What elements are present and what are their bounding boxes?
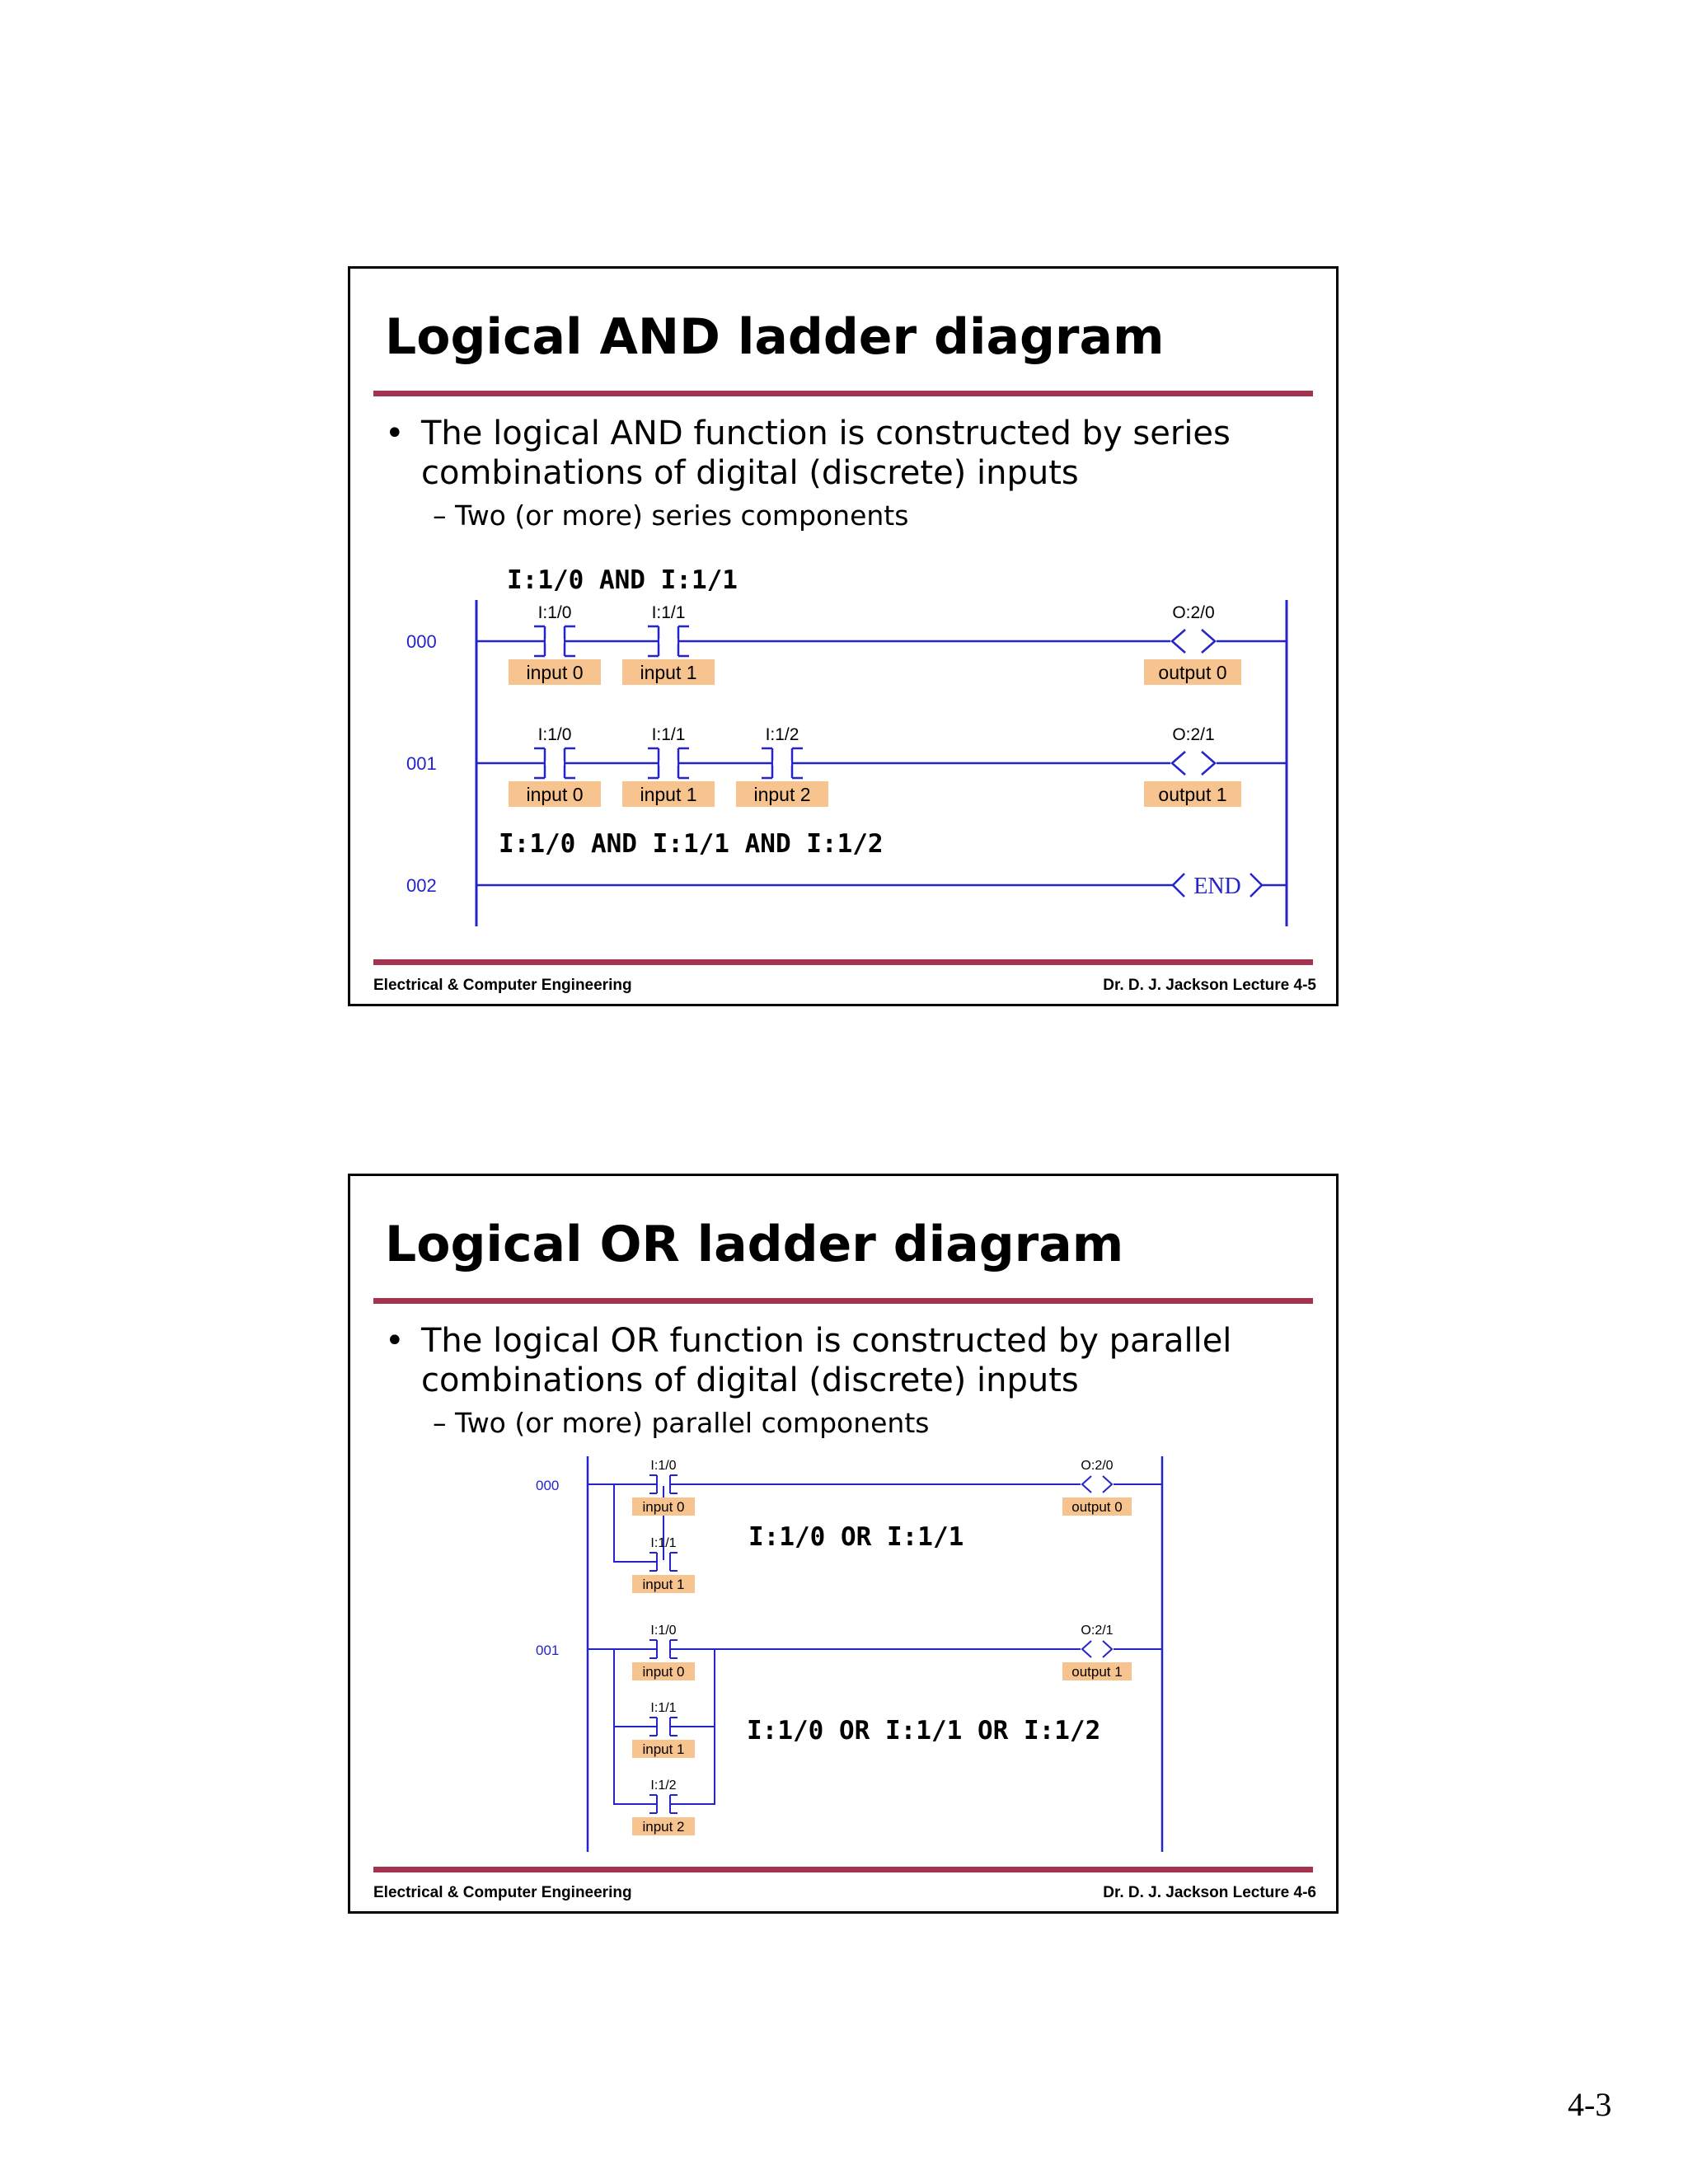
bullet-icon: • (385, 1322, 405, 1360)
contact-address: I:1/1 (651, 725, 686, 744)
slide-title: Logical OR ladder diagram (385, 1216, 1124, 1273)
footer-rule (373, 959, 1313, 965)
slide-and (348, 266, 1339, 1006)
footer-lecture: Dr. D. J. Jackson Lecture 4-5 (1103, 977, 1316, 994)
footer-rule (373, 1867, 1313, 1872)
contact-address: I:1/0 (537, 725, 572, 744)
coil-tag: output 1 (1071, 1664, 1123, 1680)
contact-address: I:1/2 (765, 725, 799, 744)
rung-number: 000 (536, 1478, 560, 1493)
slide-title: Logical AND ladder diagram (385, 308, 1165, 366)
and-expression-3: I:1/0 AND I:1/1 AND I:1/2 (499, 829, 884, 859)
sub-bullet-text: Two (or more) parallel components (455, 1407, 930, 1439)
footer-lecture: Dr. D. J. Jackson Lecture 4-6 (1103, 1884, 1316, 1901)
coil-icon (1081, 1641, 1114, 1657)
bullet-text: The logical AND function is constructed by series combinations of digital (discrete) inputs (421, 415, 1231, 492)
contact-tag: input 1 (642, 1577, 685, 1592)
dash-icon: – (433, 1407, 447, 1439)
coil-address: O:2/0 (1172, 603, 1215, 622)
contact-address: I:1/1 (650, 1536, 677, 1550)
or-expression-2: I:1/0 OR I:1/1 (748, 1522, 964, 1552)
coil-address: O:2/0 (1081, 1459, 1114, 1473)
contact-address: I:1/0 (650, 1459, 677, 1473)
contact-tag: input 1 (640, 784, 697, 805)
contact-address: I:1/1 (650, 1701, 677, 1715)
coil-address: O:2/1 (1081, 1624, 1114, 1638)
footer-department: Electrical & Computer Engineering (373, 977, 632, 994)
coil-tag: output 1 (1158, 784, 1227, 805)
contact-address: I:1/0 (650, 1624, 677, 1638)
contact-tag: input 0 (642, 1499, 685, 1515)
contact-address: I:1/2 (650, 1779, 677, 1793)
contact-tag: input 2 (753, 784, 811, 805)
contact-tag: input 0 (526, 662, 584, 683)
contact-address: I:1/1 (651, 603, 686, 622)
coil-icon (1170, 752, 1217, 775)
contact-tag: input 1 (642, 1741, 685, 1757)
coil-address: O:2/1 (1172, 725, 1215, 744)
slide-or (348, 1174, 1339, 1914)
contact-tag: input 2 (642, 1819, 685, 1835)
coil-tag: output 0 (1158, 662, 1227, 683)
dash-icon: – (433, 499, 447, 532)
coil-icon (1081, 1476, 1114, 1493)
sub-bullet-text: Two (or more) series components (455, 499, 909, 532)
or-ladder-diagram (350, 1176, 1336, 1911)
and-ladder-diagram (350, 269, 1336, 1004)
bullet-text: The logical OR function is constructed by parallel combinations of digital (discrete) inputs (421, 1322, 1232, 1399)
contact-tag: input 0 (526, 784, 584, 805)
rung-number: 000 (406, 631, 437, 652)
contact-tag: input 0 (642, 1664, 685, 1680)
contact-address: I:1/0 (537, 603, 572, 622)
contact-tag: input 1 (640, 662, 697, 683)
coil-icon (1170, 630, 1217, 653)
or-expression-3: I:1/0 OR I:1/1 OR I:1/2 (747, 1716, 1101, 1746)
end-instruction: END (1193, 874, 1241, 899)
rung-number: 002 (406, 875, 437, 896)
rung-number: 001 (406, 753, 437, 774)
page-number: 4-3 (1568, 2086, 1612, 2123)
rung-number: 001 (536, 1643, 560, 1658)
footer-department: Electrical & Computer Engineering (373, 1884, 632, 1901)
and-expression-2: I:1/0 AND I:1/1 (507, 565, 738, 595)
bullet-icon: • (385, 415, 405, 452)
coil-tag: output 0 (1071, 1499, 1123, 1515)
